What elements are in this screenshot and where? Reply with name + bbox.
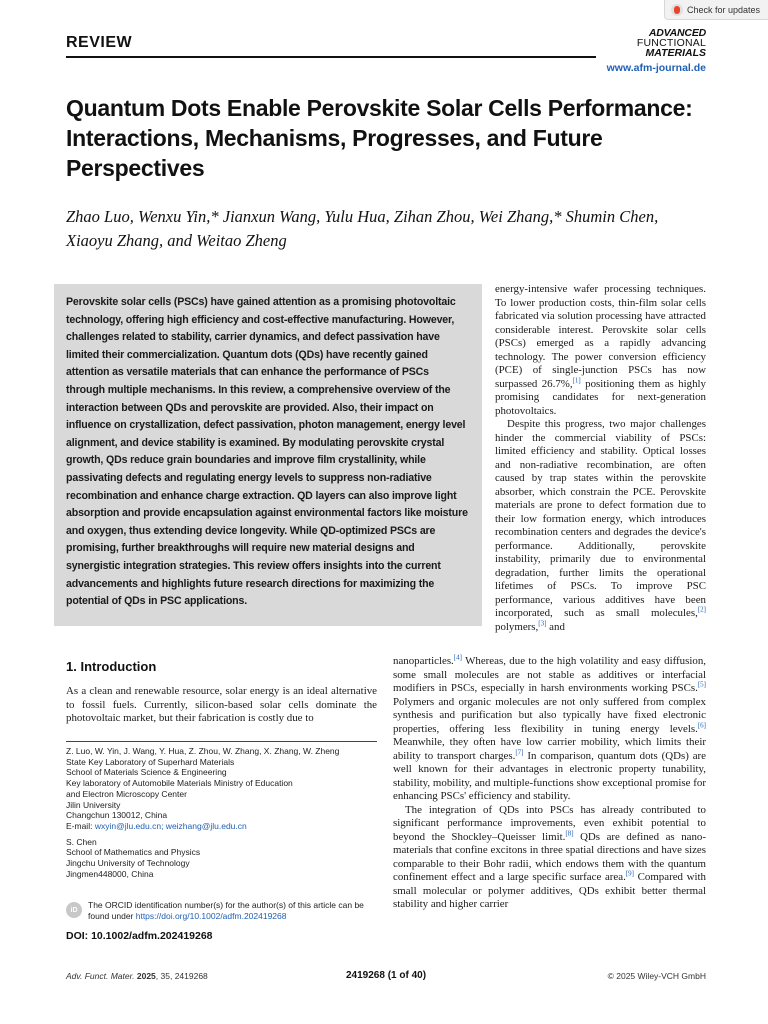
citation-link[interactable]: [9]	[625, 869, 634, 878]
email-link[interactable]: wxyin@jlu.edu.cn; weizhang@jlu.edu.cn	[94, 820, 247, 831]
affiliation-divider	[66, 741, 377, 742]
update-icon	[671, 4, 683, 16]
affiliation-line: School of Materials Science & Engineering	[66, 767, 227, 778]
page-number: 2419268 (1 of 40)	[346, 970, 427, 981]
check-for-updates-badge[interactable]	[664, 0, 768, 20]
journal-logo-line2: FUNCTIONAL	[636, 37, 706, 49]
body-paragraph: Despite this progress, two major challenges hinder the commercial viability of PSCs: limited efficiency and stability. Optical losses and non-radiative recombination, are often caused by trap states within the perovskite absorber, which constrain the PCE. Perovskite materials are prone to defect formation due to their low formation energy, which introduces recombination centers and degrades the device's performance. Additionally, perovskite instability, primarily due to environmental degradation, further limits the operational lifetimes of PSCs. To improve PSC performance, various additives have been incorporated, such as small molecules,[2] polymers,[3] and	[495, 418, 706, 633]
body-paragraph: As a clean and renewable resource, solar energy is an ideal alternative to fossil fuels. Currently, silicon-based solar cells dominate the photovoltaic market, but their fabrication is costly due to	[66, 685, 377, 724]
header-divider	[66, 56, 596, 58]
section-heading-introduction: 1. Introduction	[66, 659, 157, 674]
abstract-text: Perovskite solar cells (PSCs) have gained attention as a promising photovoltaic technology, offering high efficiency and cost-effective manufacturing. However, challenges related to stability, carrier dynamics, and defect passivation have limited their commercialization. Quantum dots (QDs) have recently gained attention as versatile materials that can enhance the performance of PSCs through multiple mechanisms. In this review, a comprehensive overview of the interaction between QDs and perovskite are provided. Also, their impact on influence on crystallization, defect passivation, photon management, energy level alignment, and device stability is examined. By modulating perovskite crystal growth, QDs reduce grain boundaries and improve film crystallinity, while passivating defects and regulating energy levels to suppress non-radiative recombination and enhance charge extraction. QD layers can also improve light absorption and provide encapsulation against environmental factors like moisture and oxygen, thus extending device longevity. While QD-optimized PSCs are promising, further breakthroughs will require new material designs and synergistic integration strategies. This review offers insights into the current advancements and highlights future research directions for maximizing the potential of QDs in PSC applications.	[66, 296, 468, 608]
citation-link[interactable]: [6]	[697, 720, 706, 729]
affiliation-line: Jilin University	[66, 799, 121, 810]
affiliation-line: and Electron Microscopy Center	[66, 788, 187, 799]
abstract-box	[54, 284, 482, 626]
body-column-left	[66, 685, 377, 726]
body-paragraph: energy-intensive wafer processing techniques. To lower production costs, thin-film solar cells fabricated via solution processing have attracted considerable interest. Perovskite solar cells (PSCs) emerged as a rapidly advancing technology. The power conversion efficiency (PCE) of single-junction PSCs has now surpassed 26.7%,[1] positioning them as highly promising candidates for next-generation photovoltaics.	[495, 283, 707, 417]
email-label: E-mail:	[66, 820, 95, 831]
citation-link[interactable]: [3]	[538, 618, 547, 627]
orcid-doi-link[interactable]: https://doi.org/10.1002/adfm.202419268	[135, 910, 287, 921]
footer-citation: Adv. Funct. Mater. 2025, 35, 2419268	[66, 971, 208, 981]
journal-logo	[637, 28, 706, 58]
affiliation-line: School of Mathematics and Physics	[66, 847, 201, 858]
affiliation-authors: Z. Luo, W. Yin, J. Wang, Y. Hua, Z. Zhou, W. Zhang, X. Zhang, W. Zheng	[66, 746, 340, 756]
journal-logo-line1: ADVANCED	[648, 27, 706, 39]
affiliations-block	[66, 746, 377, 879]
affiliation-line: Changchun 130012, China	[66, 810, 168, 821]
journal-url-link[interactable]: www.afm-journal.de	[606, 62, 706, 74]
affiliation-line: Key laboratory of Automobile Materials Ministry of Education	[66, 778, 293, 789]
citation-link[interactable]: [5]	[697, 680, 706, 689]
affiliation-authors: S. Chen	[66, 836, 97, 847]
footer-copyright: © 2025 Wiley-VCH GmbH	[607, 971, 706, 981]
article-title: Quantum Dots Enable Perovskite Solar Cells Performance: Interactions, Mechanisms, Progresses, and Future Perspectives	[66, 95, 693, 181]
affiliation-line: State Key Laboratory of Superhard Materials	[66, 756, 235, 767]
body-column-right-upper	[495, 283, 706, 634]
doi-label: DOI: 10.1002/adfm.202419268	[66, 930, 213, 942]
affiliation-line: Jingmen448000, China	[66, 868, 154, 879]
body-paragraph: The integration of QDs into PSCs has already contributed to significant performance improvements, even exhibit potential to beyond the Shockley–Queisser limit.[8] QDs are defined as nano-materials that confine excitons in three spatial directions and have sizes comparable to their Bohr radii, which endows them with the quantum confinement effect and a large specific surface area.[9] Compared with small molecular or polymer additives, QDs exhibit better thermal stability and higher carrier	[393, 803, 706, 910]
section-label: REVIEW	[66, 34, 133, 51]
email-line	[66, 821, 377, 832]
orcid-note	[66, 900, 377, 921]
orcid-icon: iD	[66, 902, 82, 918]
citation-link[interactable]: [2]	[697, 605, 706, 614]
body-column-right-lower	[393, 655, 706, 912]
affiliation-line: Jingchu University of Technology	[66, 858, 190, 869]
citation-link[interactable]: [1]	[572, 375, 581, 384]
body-paragraph: nanoparticles.[4] Whereas, due to the high volatility and easy diffusion, some small molecules are not stable as additives or interfacial modifiers in PSCs, especially in harsh environments working PSCs.[5] Polymers and organic molecules are not only suffered from complex synthesis and purification but also typically have fixed electronic properties, offering less flexibility in tuning energy levels.[6] Meanwhile, they often have low carrier mobility, which limits their ability to transport charges.[7] In comparison, quantum dots (QDs) are well known for their advantages in electronic property tunability, stability, mobility, and multiple-functions show exceptional promise for enhancing PSCs' efficiency and stability.	[393, 653, 706, 802]
author-list: Zhao Luo, Wenxu Yin,* Jianxun Wang, Yulu Hua, Zihan Zhou, Wei Zhang,* Shumin Chen, Xiaoyu Zhang, and Weitao Zheng	[66, 207, 659, 250]
citation-link[interactable]: [4]	[453, 653, 462, 662]
journal-logo-line3: MATERIALS	[645, 47, 706, 59]
citation-link[interactable]: [8]	[565, 828, 574, 837]
check-for-updates-label: Check for updates	[687, 4, 761, 15]
orcid-text: The ORCID identification number(s) for the author(s) of this article can be found under https://doi.org/10.1002/adfm.202419268	[88, 900, 364, 921]
citation-link[interactable]: [7]	[515, 747, 524, 756]
